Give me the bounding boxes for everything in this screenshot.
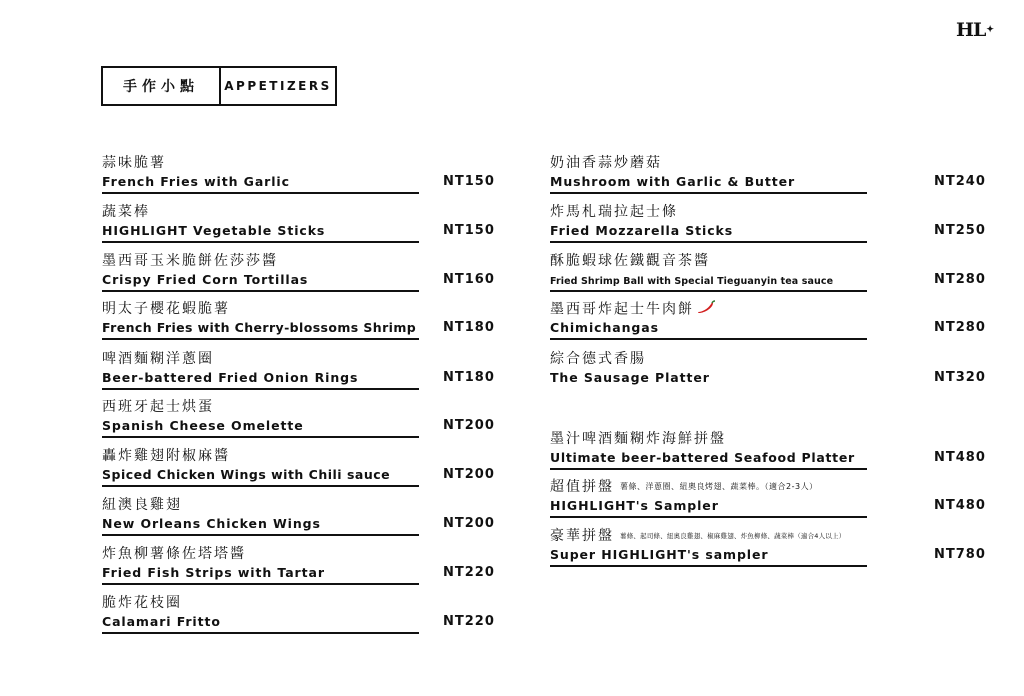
item-name-zh-text: 墨西哥炸起士牛肉餅	[550, 301, 694, 318]
item-name-zh: 啤酒麵糊洋蔥圈	[102, 351, 214, 367]
divider	[102, 436, 419, 438]
divider	[102, 241, 419, 243]
divider	[102, 192, 419, 194]
item-price: NT240	[934, 174, 986, 189]
divider	[550, 241, 867, 243]
item-name-en: Calamari Fritto	[102, 614, 221, 629]
item-name-en: Spanish Cheese Omelette	[102, 418, 304, 433]
item-name-zh: 西班牙起士烘蛋	[102, 399, 214, 415]
item-name-en: Fried Fish Strips with Tartar	[102, 565, 325, 580]
item-name-en: Chimichangas	[550, 320, 659, 335]
item-note: 薯條、洋蔥圈、紐奧良烤翅、蔬菜棒。（適合2-3人）	[620, 482, 818, 491]
divider	[550, 565, 867, 567]
item-price: NT220	[443, 614, 495, 629]
divider	[102, 632, 419, 634]
section-title-en: APPETIZERS	[224, 79, 332, 93]
item-name-zh: 綜合德式香腸	[550, 351, 646, 367]
item-name-zh: 蔬菜棒	[102, 204, 150, 220]
item-name-zh	[550, 478, 818, 496]
item-name-en: Crispy Fried Corn Tortillas	[102, 272, 309, 287]
item-name-en: Ultimate beer-battered Seafood Platter	[550, 450, 855, 465]
item-name-zh-text: 超值拼盤	[550, 479, 614, 495]
section-title-zh: 手作小點	[103, 68, 221, 104]
item-price: NT150	[443, 223, 495, 238]
item-name-en: The Sausage Platter	[550, 370, 710, 385]
item-price: NT180	[443, 370, 495, 385]
item-price: NT160	[443, 272, 495, 287]
item-price: NT280	[934, 272, 986, 287]
divider	[102, 290, 419, 292]
item-name-en: HIGHLIGHT's Sampler	[550, 498, 719, 513]
item-name-zh: 炸馬札瑞拉起士條	[550, 204, 678, 220]
item-name-en: French Fries with Cherry-blossoms Shrimp	[102, 320, 417, 335]
item-name-zh: 脆炸花枝圈	[102, 595, 182, 611]
item-name-zh: 酥脆蝦球佐鐵觀音茶醬	[550, 253, 710, 269]
divider	[102, 485, 419, 487]
item-name-zh: 奶油香蒜炒蘑菇	[550, 155, 662, 171]
item-name-en: HIGHLIGHT Vegetable Sticks	[102, 223, 326, 238]
item-note: 薯條、起司條、紐奧良雞翅、椒麻雞翅、炸魚柳條、蔬菜棒（適合4人以上）	[620, 532, 846, 540]
item-name-zh: 蒜味脆薯	[102, 155, 166, 171]
item-price: NT200	[443, 467, 495, 482]
divider	[550, 192, 867, 194]
divider	[102, 583, 419, 585]
item-name-en: Spiced Chicken Wings with Chili sauce	[102, 467, 391, 482]
item-name-en: Beer-battered Fried Onion Rings	[102, 370, 359, 385]
divider	[550, 290, 867, 292]
item-price: NT200	[443, 516, 495, 531]
item-name-en: New Orleans Chicken Wings	[102, 516, 321, 531]
divider	[550, 338, 867, 340]
item-price: NT180	[443, 320, 495, 335]
sparkle-icon: ✦	[986, 25, 993, 35]
item-name-zh: 明太子櫻花蝦脆薯	[102, 301, 230, 317]
divider	[102, 338, 419, 340]
item-price: NT250	[934, 223, 986, 238]
divider	[102, 534, 419, 536]
item-name-en: Fried Mozzarella Sticks	[550, 223, 734, 238]
item-price: NT150	[443, 174, 495, 189]
divider	[102, 388, 419, 390]
item-name-en: Fried Shrimp Ball with Special Tieguanyin tea sauce	[550, 276, 834, 287]
item-price: NT480	[934, 498, 986, 513]
item-price: NT220	[443, 565, 495, 580]
item-price: NT780	[934, 547, 986, 562]
item-name-zh: 墨西哥玉米脆餅佐莎莎醬	[102, 253, 278, 269]
item-price: NT200	[443, 418, 495, 433]
item-name-zh: 炸魚柳薯條佐塔塔醬	[102, 546, 246, 562]
divider	[550, 516, 867, 518]
section-header	[101, 66, 337, 106]
item-name-zh: 轟炸雞翅附椒麻醬	[102, 448, 230, 464]
item-price: NT480	[934, 450, 986, 465]
item-name-zh: 墨汁啤酒麵糊炸海鮮拼盤	[550, 431, 726, 447]
item-name-zh: 紐澳良雞翅	[102, 497, 182, 513]
item-price: NT280	[934, 320, 986, 335]
item-name-en: French Fries with Garlic	[102, 174, 290, 189]
brand-logo: HL✦	[956, 19, 993, 41]
divider	[550, 468, 867, 470]
item-name-zh-text: 豪華拼盤	[550, 528, 614, 544]
item-name-en: Mushroom with Garlic & Butter	[550, 174, 796, 189]
item-name-zh	[550, 527, 845, 545]
chili-pepper-icon	[696, 300, 716, 319]
item-name-en: Super HIGHLIGHT's sampler	[550, 547, 769, 562]
item-price: NT320	[934, 370, 986, 385]
item-name-zh	[550, 300, 716, 319]
